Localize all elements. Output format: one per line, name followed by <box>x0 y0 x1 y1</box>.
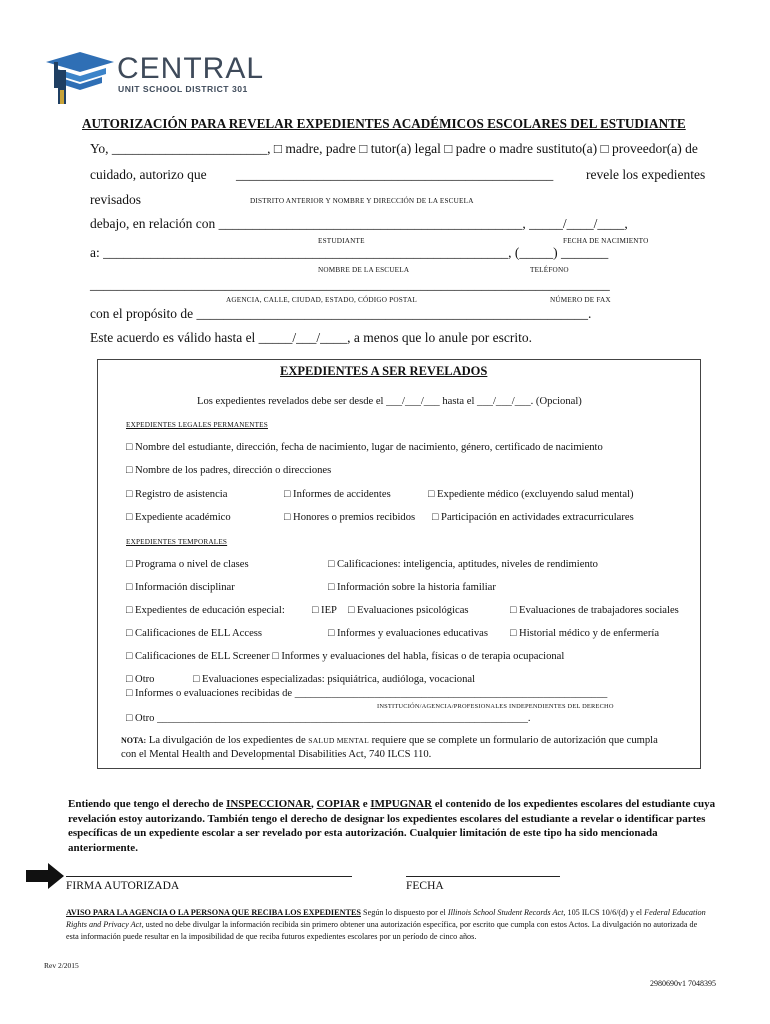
ack-text-1: Entiendo que tengo el derecho de <box>68 798 227 810</box>
notice-text-1: Según lo dispuesto por el <box>360 908 448 917</box>
signature-label: FIRMA AUTORIZADA <box>66 880 180 892</box>
caption-student: ESTUDIANTE <box>318 237 365 245</box>
check-grades[interactable]: □ Calificaciones: inteligencia, aptitudes, niveles de rendimiento <box>328 559 598 570</box>
note-text-a: La divulgación de los expedientes de <box>148 735 306 746</box>
check-educational-eval[interactable]: □ Informes y evaluaciones educativas <box>328 628 488 639</box>
check-academic[interactable]: □ Expediente académico <box>126 512 231 523</box>
caption-agency: AGENCIA, CALLE, CIUDAD, ESTADO, CÓDIGO POSTAL <box>226 296 417 304</box>
caption-school-name: NOMBRE DE LA ESCUELA <box>318 266 410 274</box>
notice-act-2: Federal Education Rights and Privacy Act, <box>66 908 706 929</box>
check-class-level[interactable]: □ Programa o nivel de clases <box>126 559 249 570</box>
caption-previous-district: DISTRITO ANTERIOR Y NOMBRE Y DIRECCIÓN DE LA ESCUELA <box>250 197 474 205</box>
check-honors[interactable]: □ Honores o premios recibidos <box>284 512 416 523</box>
date-label: FECHA <box>406 880 444 892</box>
caption-birthdate: FECHA DE NACIMIENTO <box>563 237 649 245</box>
recipient-notice <box>66 907 706 943</box>
mental-health-note-2: con el Mental Health and Developmental Disabilities Act, 740 ILCS 110. <box>121 749 432 760</box>
ack-text-3: e <box>359 798 371 810</box>
logo-name: CENTRAL <box>117 52 265 85</box>
line-guardian: Yo, _______________________, □ madre, padre □ tutor(a) legal □ padre o madre sustituto(a) □ proveedor(a) de <box>90 141 698 156</box>
signature-line[interactable] <box>66 876 352 877</box>
document-code: 2980690v1 7048395 <box>650 979 716 988</box>
permanent-heading: EXPEDIENTES LEGALES PERMANENTES <box>126 421 268 429</box>
ack-copy: COPIAR <box>316 798 360 810</box>
check-psych[interactable]: □ Evaluaciones psicológicas <box>348 605 469 616</box>
check-student-info[interactable]: □ Nombre del estudiante, dirección, fecha de nacimiento, lugar de nacimiento, género, certificado de nacimiento <box>126 442 603 453</box>
check-discipline[interactable]: □ Información disciplinar <box>126 582 235 593</box>
check-social-work[interactable]: □ Evaluaciones de trabajadores sociales <box>510 605 679 616</box>
check-specialized[interactable]: □ Evaluaciones especializadas: psiquiátrica, audióloga, vocacional <box>193 674 476 685</box>
temporary-heading: EXPEDIENTES TEMPORALES <box>126 538 228 546</box>
line-agency[interactable]: _____________________________________________________________________________ <box>90 277 610 292</box>
form-title: AUTORIZACIÓN PARA REVELAR EXPEDIENTES ACADÉMICOS ESCOLARES DEL ESTUDIANTE <box>82 116 686 131</box>
check-parent-info[interactable]: □ Nombre de los padres, dirección o direcciones <box>126 465 332 476</box>
check-ell-access[interactable]: □ Calificaciones de ELL Access <box>126 628 263 639</box>
records-heading: EXPEDIENTES A SER REVELADOS <box>280 364 488 378</box>
rights-acknowledgement <box>68 797 728 855</box>
caption-fax: NÚMERO DE FAX <box>550 296 611 304</box>
line-school[interactable]: a: ____________________________________________________________, (_____) _______ <box>90 245 609 260</box>
check-medical[interactable]: □ Expediente médico (excluyendo salud mental) <box>428 489 634 500</box>
ack-challenge: IMPUGNAR <box>370 798 433 810</box>
check-other-1[interactable]: □ Otro <box>126 674 155 685</box>
revision-date: Rev 2/2015 <box>44 961 79 970</box>
check-special-ed[interactable]: □ Expedientes de educación especial: <box>126 605 285 616</box>
notice-text-2: 105 ILCS 10/6/(d) y el <box>565 908 645 917</box>
ack-text-4: el contenido de los expedientes escolares del estudiante cuya revelación estoy autorizando. También tengo el derecho de designar los expedientes escolares del estudiante a revelar o identificar partes específicas de un expediente escolar a ser revelado por esta autorización. Cualquier limitación de este tipo ha sido mencionada anteriormente. <box>68 798 716 854</box>
note-mental-health: SALUD MENTAL <box>308 736 369 745</box>
notice-text-3: usted no debe divulgar la información recibida sin primero obtener una autorización específica, por escrito que cumpla con estos Actos. La divulgación no autorizada de esta información puede resultar en la imposibilidad de que reciba futuros expedientes escolares por un período de cinco años. <box>66 920 698 941</box>
notice-heading: AVISO PARA LA AGENCIA O LA PERSONA QUE RECIBA LOS EXPEDIENTES <box>66 908 361 917</box>
line-reviewed: revisados <box>90 192 141 207</box>
line-authorize-blank[interactable]: _______________________________________________ <box>236 167 554 182</box>
notice-act-1: Illinois School Student Records Act, <box>447 908 566 917</box>
check-attendance[interactable]: □ Registro de asistencia <box>126 489 228 500</box>
arrow-right-icon <box>26 863 64 889</box>
line-authorize-c: revele los expedientes <box>586 167 706 182</box>
ack-inspect: INSPECCIONAR <box>226 798 312 810</box>
note-label: NOTA: <box>121 736 147 745</box>
caption-phone: TELÉFONO <box>530 266 569 274</box>
date-line[interactable] <box>406 876 560 877</box>
check-iep[interactable]: □ IEP <box>312 605 337 616</box>
caption-institution: INSTITUCIÓN/AGENCIA/PROFESIONALES INDEPENDIENTES DEL DERECHO <box>377 703 614 710</box>
ack-text-2: , <box>311 798 317 810</box>
line-purpose[interactable]: con el propósito de __________________________________________________________. <box>90 306 592 321</box>
district-logo-icon <box>44 50 116 106</box>
check-extracurricular[interactable]: □ Participación en actividades extracurriculares <box>432 512 634 523</box>
line-valid-until[interactable]: Este acuerdo es válido hasta el _____/___/____, a menos que lo anule por escrito. <box>90 330 533 345</box>
check-ell-screener[interactable]: □ Calificaciones de ELL Screener □ Informes y evaluaciones del habla, físicas o de terapia ocupacional <box>126 651 565 662</box>
check-accidents[interactable]: □ Informes de accidentes <box>284 489 391 500</box>
records-dates[interactable]: Los expedientes revelados debe ser desde el ___/___/___ hasta el ___/___/___. (Opcional) <box>197 396 582 407</box>
check-received-reports[interactable]: □ Informes o evaluaciones recibidas de ___________________________________________________________ <box>126 688 608 699</box>
check-medical-history[interactable]: □ Historial médico y de enfermería <box>510 628 660 639</box>
line-student[interactable]: debajo, en relación con _____________________________________________, _____/____/____, <box>90 216 628 231</box>
logo-subtitle: UNIT SCHOOL DISTRICT 301 <box>118 84 248 94</box>
check-family-history[interactable]: □ Información sobre la historia familiar <box>328 582 496 593</box>
note-text-c: requiere que se complete un formulario de autorización que cumpla <box>371 735 658 746</box>
line-authorize-a: cuidado, autorizo que <box>90 167 207 182</box>
mental-health-note-1 <box>121 735 658 746</box>
check-other-2[interactable]: □ Otro ______________________________________________________________________. <box>126 713 531 724</box>
